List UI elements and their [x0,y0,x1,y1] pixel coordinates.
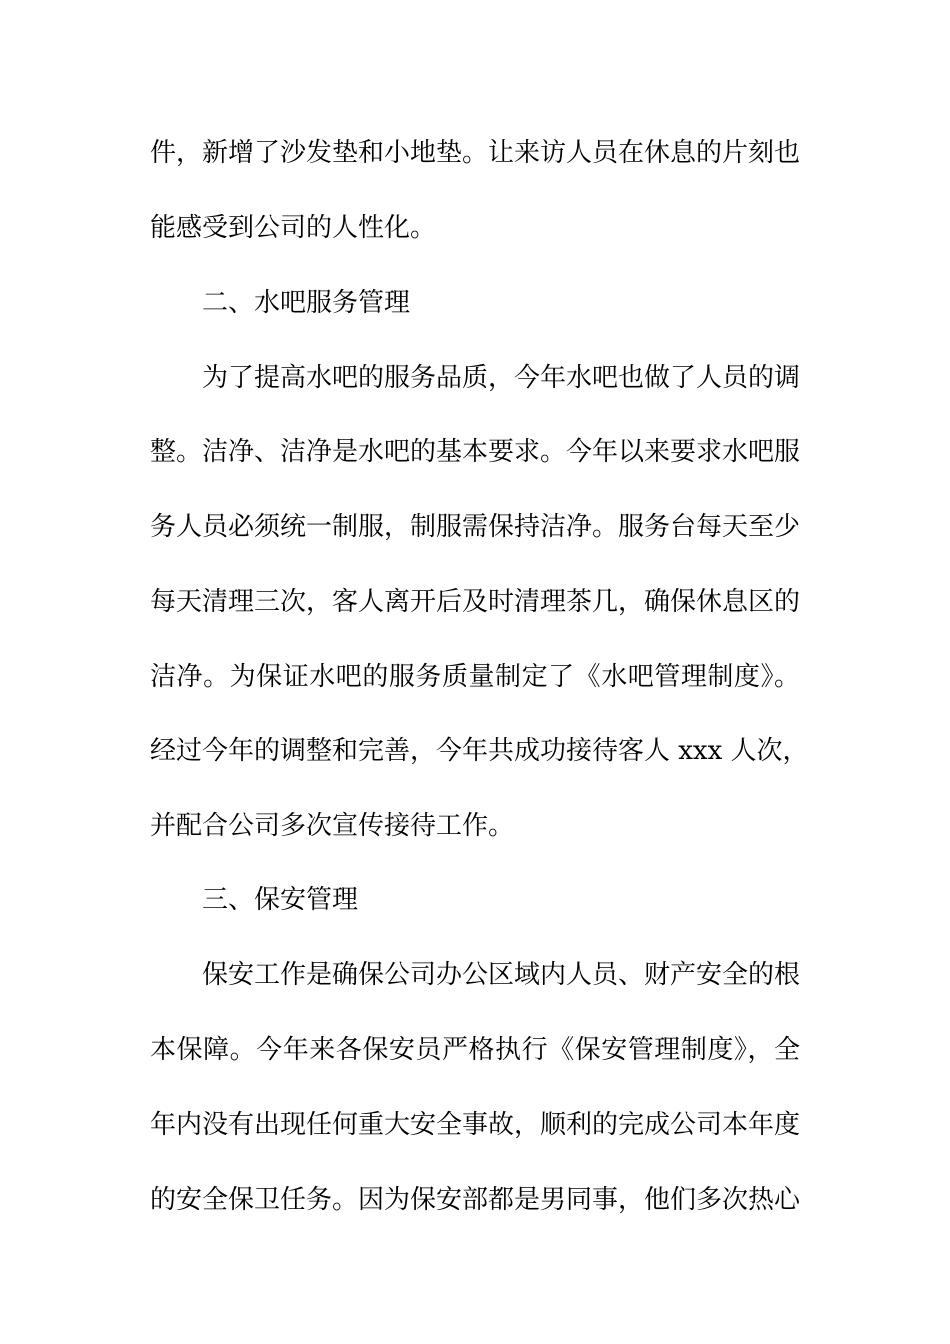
section-heading-security: 三、保安管理 [202,885,359,915]
paragraph-line: 务人员必须统一制服，制服需保持洁净。服务台每天至少 [150,512,801,542]
paragraph-line: 保安工作是确保公司办公区域内人员、财产安全的根 [202,960,801,990]
paragraph-line: 本保障。今年来各保安员严格执行《保安管理制度》，全 [150,1035,800,1065]
paragraph-line: 经过今年的调整和完善，今年共成功接待客人 xxx 人次， [150,736,809,766]
paragraph-line: 为了提高水吧的服务品质，今年水吧也做了人员的调 [202,363,801,393]
paragraph-line: 并配合公司多次宣传接待工作。 [150,811,515,841]
paragraph-line: 的安全保卫任务。因为保安部都是男同事，他们多次热心 [150,1185,801,1215]
paragraph-line: 年内没有出现任何重大安全事故，顺利的完成公司本年度 [150,1110,801,1140]
paragraph-line: 件，新增了沙发垫和小地垫。让来访人员在休息的片刻也 [150,138,801,168]
paragraph-line: 每天清理三次，客人离开后及时清理茶几，确保休息区的 [150,587,801,617]
paragraph-line: 洁净。为保证水吧的服务质量制定了《水吧管理制度》。 [150,662,800,692]
section-heading-water-bar: 二、水吧服务管理 [202,288,411,318]
paragraph-line: 整。洁净、洁净是水吧的基本要求。今年以来要求水吧服 [150,437,801,467]
paragraph-line: 能感受到公司的人性化。 [150,213,437,243]
